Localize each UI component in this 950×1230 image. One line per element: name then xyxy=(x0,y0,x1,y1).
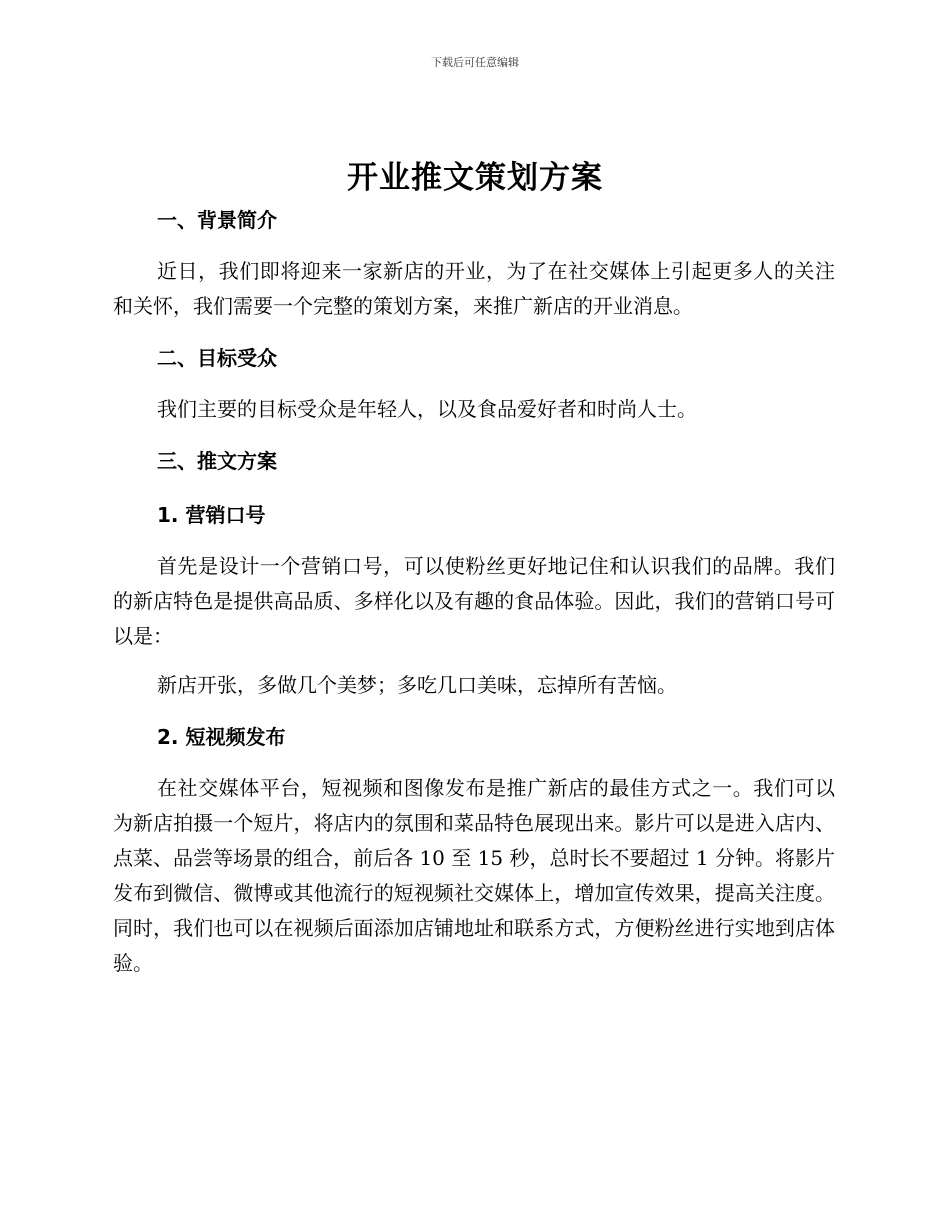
section-paragraph-audience: 我们主要的目标受众是年轻人，以及食品爱好者和时尚人士。 xyxy=(157,397,697,421)
document-body xyxy=(113,200,835,981)
page-header-note: 下载后可任意编辑 xyxy=(431,56,519,69)
section-paragraph-background: 近日，我们即将迎来一家新店的开业，为了在社交媒体上引起更多人的关注和关怀，我们需要一个完整的策划方案，来推广新店的开业消息。 xyxy=(113,259,835,318)
section-heading-audience: 二、目标受众 xyxy=(157,346,277,370)
subsection-paragraph-video: 在社交媒体平台，短视频和图像发布是推广新店的最佳方式之一。我们可以为新店拍摄一个短片，将店内的氛围和菜品特色展现出来。影片可以是进入店内、点菜、品尝等场景的组合，前后各 10 至 15 秒，总时长不要超过 1 分钟。将影片发布到微信、微博或其他流行的短视频社交媒体上，增加宣传效果，提高关注度。同时，我们也可以在视频后面添加店铺地址和联系方式，方便粉丝进行实地到店体验。 xyxy=(113,776,835,975)
subsection-heading-video: 2. 短视频发布 xyxy=(157,725,286,749)
subsection-heading-slogan: 1. 营销口号 xyxy=(157,503,266,527)
section-heading-plan: 三、推文方案 xyxy=(157,449,277,473)
slogan-text: 新店开张，多做几个美梦；多吃几口美味，忘掉所有苦恼。 xyxy=(157,673,677,697)
section-heading-background: 一、背景简介 xyxy=(157,208,277,232)
document-title: 开业推文策划方案 xyxy=(347,160,603,196)
subsection-paragraph-slogan: 首先是设计一个营销口号，可以使粉丝更好地记住和认识我们的品牌。我们的新店特色是提供高品质、多样化以及有趣的食品体验。因此，我们的营销口号可以是： xyxy=(113,554,835,648)
